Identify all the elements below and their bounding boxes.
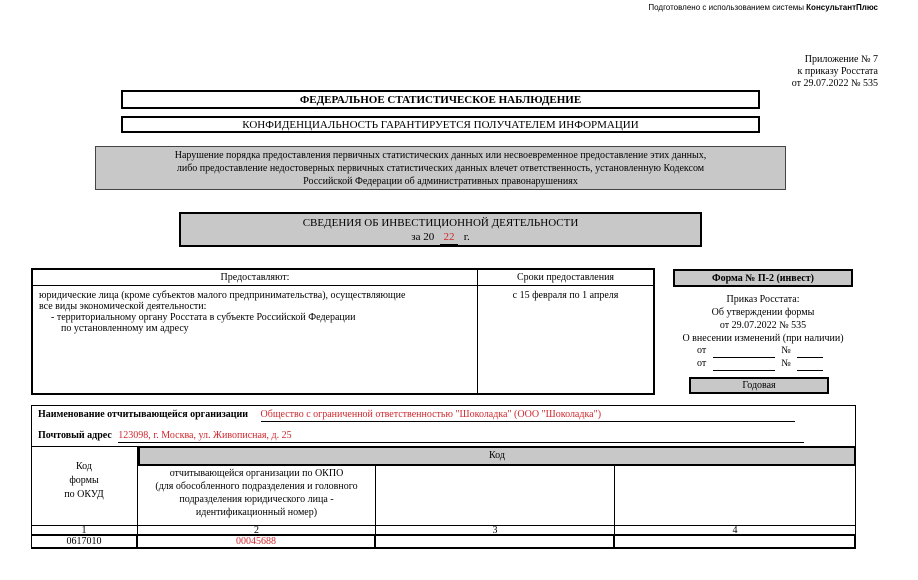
deadline-header: Сроки предоставления bbox=[478, 270, 653, 286]
org-address-value[interactable]: 123098, г. Москва, ул. Живописная, д. 25 bbox=[118, 430, 804, 443]
form-number-label: № bbox=[781, 345, 791, 356]
top-note-prefix: Подготовлено с использованием системы bbox=[648, 3, 807, 12]
okud-header-line-1: Код bbox=[76, 461, 92, 472]
values-row bbox=[31, 536, 856, 549]
form-name-box: Форма № П-2 (инвест) bbox=[673, 269, 853, 287]
code-header: Код bbox=[138, 446, 856, 466]
form-order-line-3: от 29.07.2022 № 535 bbox=[719, 320, 807, 331]
top-note-brand: КонсультантПлюс bbox=[806, 3, 878, 12]
form-from-label: от bbox=[697, 345, 707, 356]
report-year bbox=[181, 230, 700, 245]
top-note bbox=[540, 3, 878, 12]
warning-line-1: Нарушение порядка предоставления первичных статистических данных или несвоевременное предоставление этих данных, bbox=[174, 150, 707, 161]
okpo-header-line-1: отчитывающейся организации по ОКПО bbox=[169, 468, 344, 479]
org-name-label: Наименование отчитывающейся организации bbox=[38, 409, 249, 420]
form-number-label-2: № bbox=[781, 358, 791, 369]
form-order-line-1: Приказ Росстата: bbox=[726, 294, 800, 305]
form-from-field-2[interactable] bbox=[713, 358, 775, 371]
submitters-line-2: все виды экономической деятельности: bbox=[39, 301, 207, 312]
col-number-3: 3 bbox=[376, 526, 615, 535]
form-change-row-1 bbox=[697, 345, 837, 358]
form-number-field[interactable] bbox=[797, 345, 823, 358]
report-year-value[interactable]: 22 bbox=[440, 230, 458, 245]
col-number-2: 2 bbox=[138, 526, 376, 535]
org-address-row bbox=[38, 430, 828, 443]
form-order-line-2: Об утверждении формы bbox=[711, 307, 815, 318]
submitters-line-1: юридические лица (кроме субъектов малого предпринимательства), осуществляющие bbox=[39, 290, 406, 301]
appendix-block bbox=[700, 54, 878, 90]
appendix-line-1: Приложение № 7 bbox=[804, 54, 878, 65]
code-col-4-header bbox=[615, 466, 856, 525]
col-number-4: 4 bbox=[615, 526, 856, 535]
okud-value[interactable]: 0617010 bbox=[31, 536, 138, 547]
okpo-header bbox=[138, 466, 376, 525]
form-change-row-2 bbox=[697, 358, 837, 371]
code-col-3-value[interactable] bbox=[376, 536, 615, 547]
submitters-cell bbox=[33, 286, 478, 393]
org-name-row bbox=[38, 409, 828, 422]
deadline-cell: с 15 февраля по 1 апреля bbox=[512, 290, 619, 301]
periodicity-box: Годовая bbox=[689, 377, 829, 394]
submitters-line-3: - территориальному органу Росстата в субъекте Российской Федерации bbox=[51, 312, 356, 323]
okud-header bbox=[31, 446, 138, 525]
form-from-field[interactable] bbox=[713, 345, 775, 358]
submitters-header: Предоставляют: bbox=[33, 270, 478, 286]
okpo-value[interactable]: 00045688 bbox=[138, 536, 376, 547]
confidential-header: КОНФИДЕНЦИАЛЬНОСТЬ ГАРАНТИРУЕТСЯ ПОЛУЧАТЕЛЕМ ИНФОРМАЦИИ bbox=[121, 116, 760, 133]
report-title: СВЕДЕНИЯ ОБ ИНВЕСТИЦИОННОЙ ДЕЯТЕЛЬНОСТИ bbox=[302, 217, 579, 229]
okpo-header-line-4: идентификационный номер) bbox=[195, 507, 318, 518]
warning-line-3: Российской Федерации об административных правонарушениях bbox=[303, 176, 578, 187]
form-number-field-2[interactable] bbox=[797, 358, 823, 371]
appendix-line-2: к приказу Росстата bbox=[797, 66, 878, 77]
warning-box bbox=[95, 146, 786, 190]
form-from-label-2: от bbox=[697, 358, 707, 369]
okud-header-line-3: по ОКУД bbox=[64, 489, 104, 500]
column-numbers-row bbox=[31, 525, 856, 536]
report-title-box bbox=[179, 212, 702, 247]
code-col-4-value[interactable] bbox=[615, 536, 856, 547]
warning-line-2: либо предоставление недостоверных первичных статистических данных влечет ответственность, установленную Кодексом bbox=[176, 163, 705, 174]
code-col-3-header bbox=[376, 466, 615, 525]
form-changes: О внесении изменений (при наличии) bbox=[682, 333, 844, 344]
report-year-suffix: г. bbox=[463, 231, 470, 243]
federal-header: ФЕДЕРАЛЬНОЕ СТАТИСТИЧЕСКОЕ НАБЛЮДЕНИЕ bbox=[121, 90, 760, 109]
okpo-header-line-3: подразделения юридического лица - bbox=[179, 494, 334, 505]
col-number-1: 1 bbox=[31, 526, 138, 535]
code-table bbox=[31, 446, 856, 549]
okud-header-line-2: формы bbox=[69, 475, 99, 486]
submission-table bbox=[31, 268, 655, 395]
org-name-value[interactable]: Общество с ограниченной ответственностью "Шоколадка" (ООО "Шоколадка") bbox=[261, 409, 795, 422]
appendix-line-3: от 29.07.2022 № 535 bbox=[791, 78, 878, 89]
report-year-prefix: за 20 bbox=[411, 231, 435, 243]
okpo-header-line-2: (для обособленного подразделения и головного bbox=[155, 481, 358, 492]
submitters-line-4: по установленному им адресу bbox=[61, 323, 189, 334]
org-address-label: Почтовый адрес bbox=[38, 430, 112, 441]
form-order-block bbox=[663, 293, 863, 345]
